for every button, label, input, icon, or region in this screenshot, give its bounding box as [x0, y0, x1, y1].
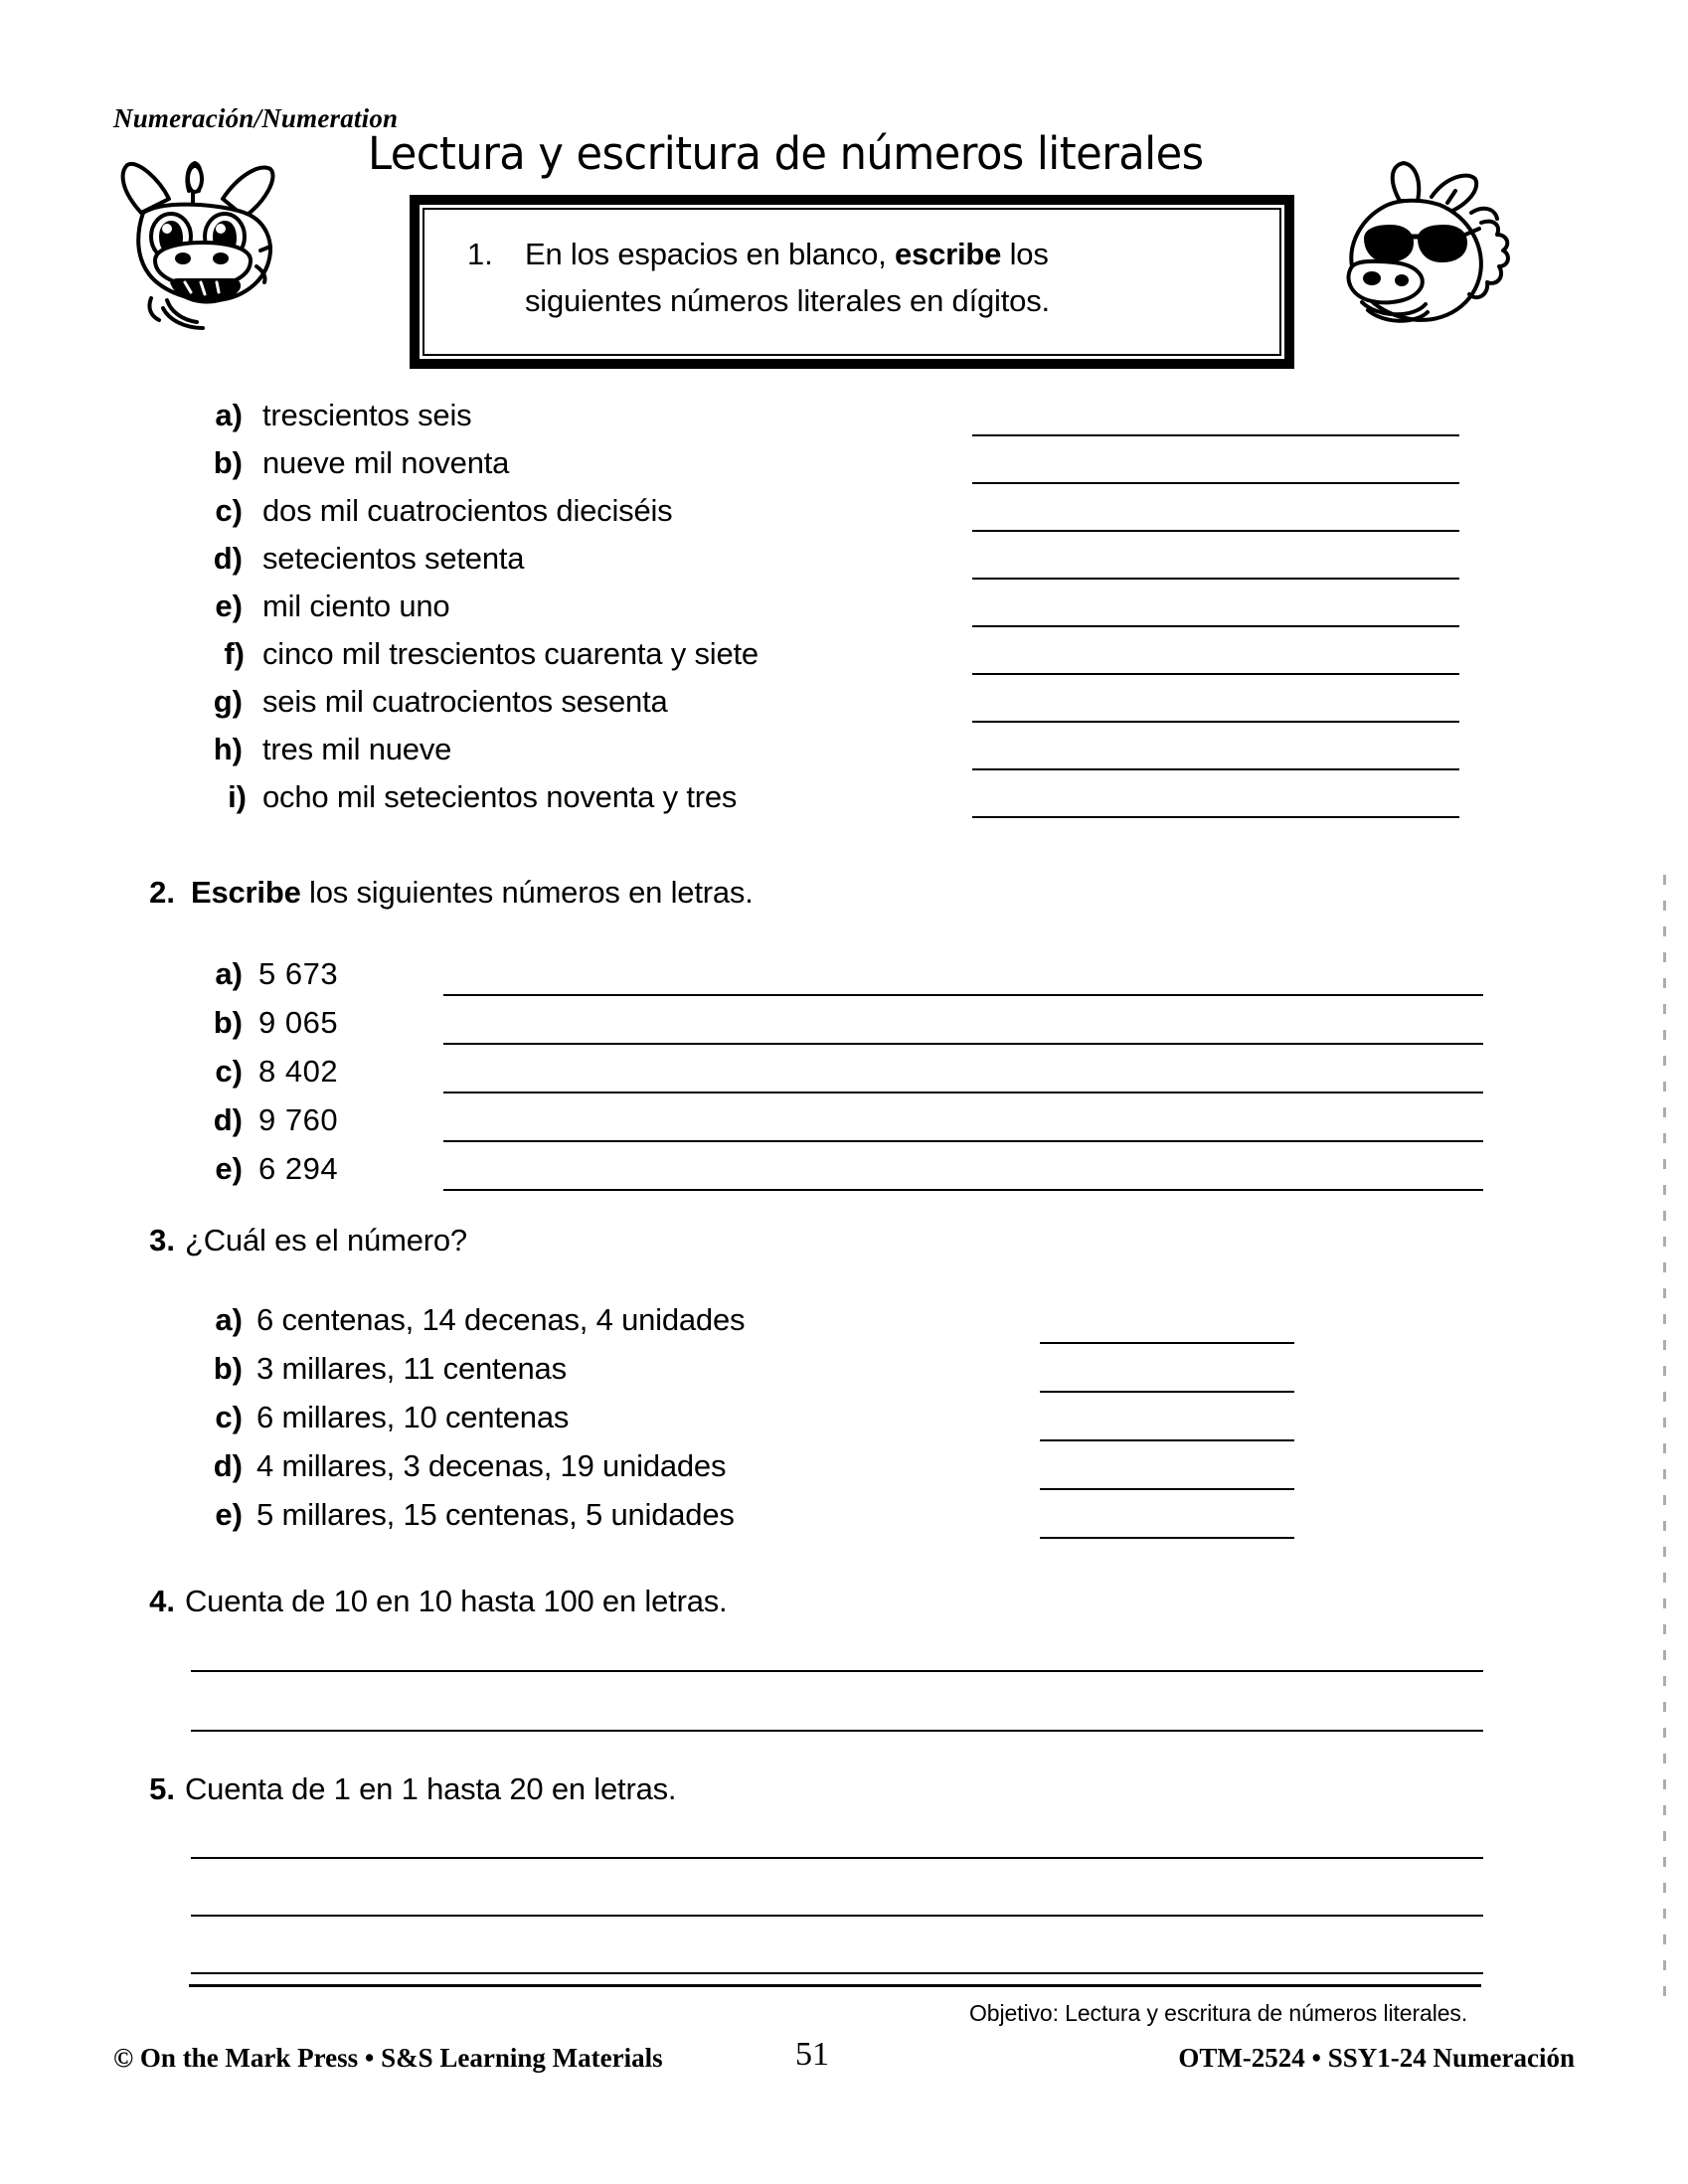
item-letter: e) [215, 1497, 243, 1532]
instruction-box [410, 195, 1294, 369]
item-text: cinco mil trescientos cuarenta y siete [262, 636, 759, 671]
item-text: nueve mil noventa [262, 445, 510, 480]
answer-line[interactable] [972, 434, 1459, 436]
answer-line[interactable] [1040, 1439, 1294, 1441]
question-heading: ¿Cuál es el número? [185, 1223, 467, 1258]
answer-line[interactable] [443, 994, 1483, 996]
instruction-line1-part3: los [1001, 237, 1049, 271]
item-value: 5 673 [258, 956, 339, 991]
question-heading: Cuenta de 1 en 1 hasta 20 en letras. [185, 1771, 677, 1806]
item-letter: c) [215, 1054, 243, 1089]
item-text: 6 centenas, 14 decenas, 4 unidades [256, 1302, 746, 1337]
item-letter: a) [215, 956, 243, 991]
instruction-line1-part1: En los espacios en blanco, [525, 237, 896, 271]
scan-edge-marks [1663, 875, 1666, 1998]
answer-line[interactable] [972, 625, 1459, 627]
item-letter: i) [228, 779, 247, 814]
item-text: tres mil nueve [262, 732, 452, 766]
item-letter: g) [213, 684, 243, 719]
item-letter: b) [213, 1351, 243, 1386]
instruction-number: 1. [467, 237, 493, 271]
item-letter: c) [215, 493, 243, 528]
item-letter: a) [215, 1302, 243, 1337]
answer-line[interactable] [443, 1043, 1483, 1045]
answer-line[interactable] [972, 673, 1459, 675]
answer-line[interactable] [191, 1915, 1483, 1917]
instruction-line-1 [525, 231, 1266, 277]
item-letter: e) [215, 1151, 243, 1186]
item-letter: h) [213, 732, 243, 766]
answer-line[interactable] [972, 482, 1459, 484]
item-text: dos mil cuatrocientos dieciséis [262, 493, 673, 528]
answer-line[interactable] [191, 1857, 1483, 1859]
item-text: mil ciento uno [262, 588, 450, 623]
item-value: 8 402 [258, 1054, 339, 1089]
item-text: ocho mil setecientos noventa y tres [262, 779, 738, 814]
item-value: 9 760 [258, 1102, 339, 1137]
question-number: 2. [149, 875, 175, 910]
item-letter: b) [213, 445, 243, 480]
copyright-text: © On the Mark Press • S&S Learning Materials [113, 2043, 663, 2073]
item-text: setecientos setenta [262, 541, 525, 576]
item-text: 4 millares, 3 decenas, 19 unidades [256, 1448, 727, 1483]
item-letter: b) [213, 1005, 243, 1040]
item-value: 6 294 [258, 1151, 339, 1186]
item-text: seis mil cuatrocientos sesenta [262, 684, 668, 719]
page-title: Lectura y escritura de números literales [368, 127, 1204, 180]
answer-line[interactable] [191, 1730, 1483, 1732]
item-text: 3 millares, 11 centenas [256, 1351, 567, 1386]
instruction-content [467, 231, 1266, 324]
footer-divider [189, 1984, 1481, 1987]
answer-line[interactable] [972, 530, 1459, 532]
objetivo-text: Objetivo: Lectura y escritura de números literales. [969, 2000, 1468, 2026]
answer-line[interactable] [443, 1189, 1483, 1191]
instruction-line-2: siguientes números literales en dígitos. [525, 283, 1050, 318]
instruction-keyword: escribe [895, 237, 1002, 271]
dragon-head-sunglasses-icon [1322, 157, 1531, 356]
item-letter: a) [215, 398, 243, 432]
answer-line[interactable] [1040, 1537, 1294, 1539]
answer-line[interactable] [972, 816, 1459, 818]
question-heading: Cuenta de 10 en 10 hasta 100 en letras. [185, 1584, 728, 1618]
question-number: 4. [149, 1584, 175, 1618]
answer-line[interactable] [443, 1140, 1483, 1142]
answer-line[interactable] [191, 1670, 1483, 1672]
item-value: 9 065 [258, 1005, 339, 1040]
answer-line[interactable] [443, 1092, 1483, 1093]
question-heading-keyword: Escribe [191, 875, 301, 910]
question-number: 5. [149, 1771, 175, 1806]
answer-line[interactable] [191, 1972, 1483, 1974]
answer-line[interactable] [972, 578, 1459, 580]
item-letter: c) [215, 1400, 243, 1434]
answer-line[interactable] [972, 721, 1459, 723]
item-text: 5 millares, 15 centenas, 5 unidades [256, 1497, 735, 1532]
answer-line[interactable] [1040, 1488, 1294, 1490]
answer-line[interactable] [1040, 1342, 1294, 1344]
dragon-head-icon [111, 151, 320, 340]
page-number: 51 [795, 2036, 829, 2073]
item-letter: d) [213, 541, 243, 576]
page-kicker: Numeración/Numeration [113, 103, 399, 133]
product-code: OTM-2524 • SSY1-24 Numeración [1178, 2043, 1575, 2073]
item-text: trescientos seis [262, 398, 472, 432]
question-heading [191, 875, 754, 911]
question-number: 3. [149, 1223, 175, 1258]
item-letter: e) [215, 588, 243, 623]
answer-line[interactable] [1040, 1391, 1294, 1393]
item-letter: d) [213, 1448, 243, 1483]
question-heading-rest: los siguientes números en letras. [300, 875, 754, 910]
item-text: 6 millares, 10 centenas [256, 1400, 570, 1434]
item-letter: d) [213, 1102, 243, 1137]
answer-line[interactable] [972, 768, 1459, 770]
item-letter: f) [224, 636, 245, 671]
